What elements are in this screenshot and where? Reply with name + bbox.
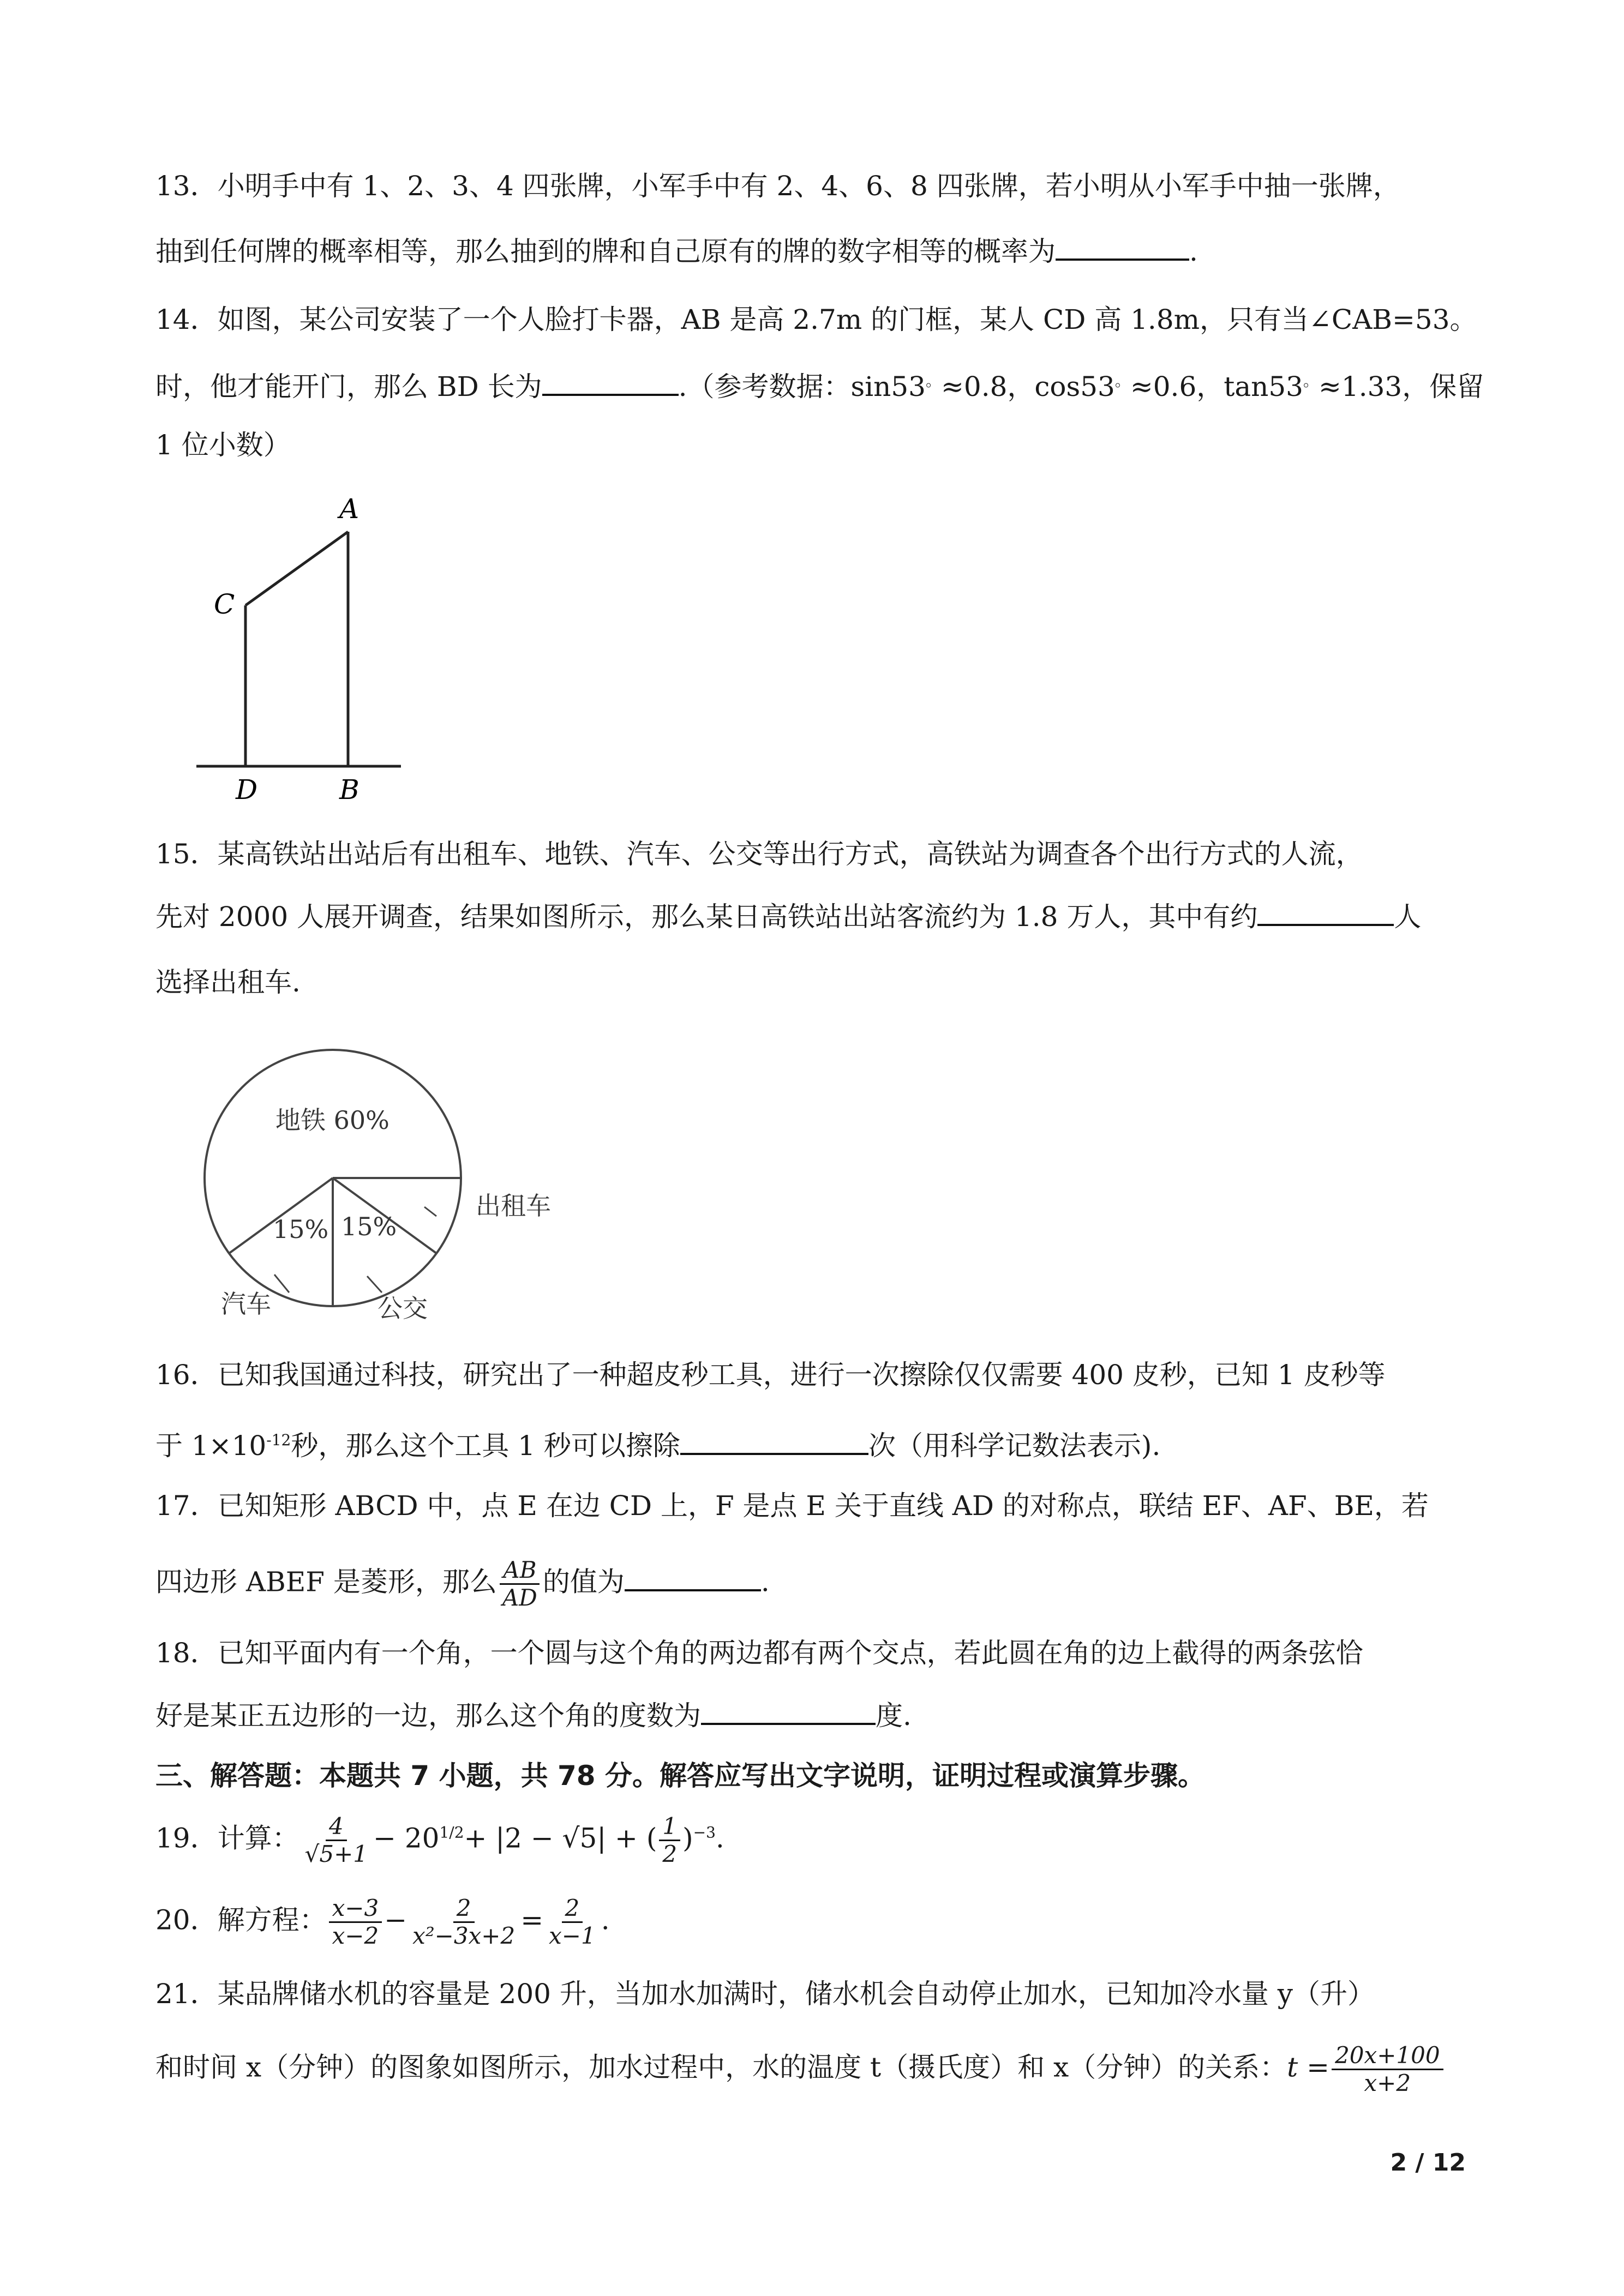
q13-line2 — [155, 235, 1476, 268]
q16-text-b: 秒，那么这个工具 1 秒可以擦除 — [291, 1430, 680, 1462]
q19-exponent-half: 1/2 — [439, 1823, 464, 1842]
page-number: 2 / 12 — [1390, 2149, 1466, 2177]
q18-text-a: 好是某正五边形的一边，那么这个角的度数为 — [155, 1700, 701, 1732]
q16-line1: 16．已知我国通过科技，研究出了一种超皮秒工具，进行一次擦除仅仅需要 400 皮秒，已知 1 皮秒等 — [155, 1359, 1386, 1391]
segment-ca — [245, 532, 348, 605]
q14-line1: 14．如图，某公司安装了一个人脸打卡器，AB 是高 2.7m 的门框，某人 CD 高 1.8m，只有当∠CAB=53。 — [155, 304, 1477, 335]
slice-label-metro: 地铁 60% — [275, 1105, 389, 1135]
q17-text-a: 四边形 ABEF 是菱形，那么 — [155, 1566, 497, 1598]
q17-line1: 17．已知矩形 ABCD 中，点 E 在边 CD 上，F 是点 E 关于直线 AD 的对称点，联结 EF、AF、BE，若 — [155, 1490, 1429, 1522]
fraction-numerator: 2 — [562, 1895, 583, 1923]
answer-blank — [1056, 235, 1189, 261]
answer-blank — [625, 1565, 761, 1591]
taxi-leader — [424, 1207, 436, 1216]
degree-mark: 。 — [1114, 372, 1130, 390]
label-c: C — [214, 588, 235, 620]
fraction-numerator: AB — [500, 1557, 540, 1585]
answer-blank — [542, 370, 679, 396]
q20-fraction-1 — [329, 1895, 382, 1949]
q14-line2 — [155, 364, 1484, 404]
q16-text-a: 于 1×10 — [155, 1430, 267, 1462]
q17-line2 — [155, 1557, 1476, 1611]
ab-over-ad-fraction — [499, 1557, 541, 1611]
q21-line1: 21．某品牌储水机的容量是 200 升，当加水加满时，储水机会自动停止加水，已知加冷水量 y（升） — [155, 1978, 1375, 2010]
q19-line — [155, 1813, 1476, 1867]
fraction-numerator: 20x+100 — [1332, 2042, 1443, 2070]
fraction-numerator: 4 — [326, 1813, 347, 1841]
fraction-denominator: AD — [502, 1584, 537, 1611]
q17-text-b: 的值为 — [542, 1566, 625, 1598]
q18-text-b: 度. — [876, 1700, 912, 1732]
bus-leader — [274, 1275, 289, 1293]
q13-text: 抽到任何牌的概率相等，那么抽到的牌和自己原有的牌的数字相等的概率为 — [155, 236, 1056, 267]
section-heading: 三、解答题：本题共 7 小题，共 78 分。解答应写出文字说明，证明过程或演算步骤。 — [155, 1760, 1205, 1792]
q20-fraction-3 — [546, 1895, 599, 1949]
q17-end: . — [760, 1566, 770, 1598]
q15-line3: 选择出租车. — [155, 966, 301, 998]
q14-line3: 1 位小数） — [155, 429, 291, 461]
q21-text-a: 和时间 x（分钟）的图象如图所示，加水过程中，水的温度 t（摄氏度）和 x（分钟）的关系： — [155, 2051, 1287, 2083]
q19-fraction-2 — [659, 1813, 680, 1867]
transport-pie-chart — [202, 1033, 595, 1328]
q21-fraction — [1332, 2042, 1443, 2096]
q20-line — [155, 1895, 1476, 1949]
fraction-denominator: x+2 — [1364, 2070, 1411, 2096]
q19-prefix: 19．计算： — [155, 1822, 299, 1854]
q15-line2 — [155, 900, 1476, 934]
slice-label-transit: 15% — [341, 1212, 397, 1241]
q19-end: . — [715, 1822, 724, 1854]
q14-text-a: 时，他才能开门，那么 BD 长为 — [155, 371, 542, 402]
q20-prefix: 20．解方程： — [155, 1904, 327, 1936]
label-a: A — [339, 493, 359, 525]
q14-text-d: ≈0.6，tan53 — [1130, 371, 1303, 402]
fraction-denominator: x²−3x+2 — [412, 1922, 516, 1949]
fraction-numerator: 1 — [659, 1813, 680, 1841]
q14-text-b: .（参考数据：sin53 — [678, 371, 926, 402]
q16-line2 — [155, 1423, 1476, 1463]
fraction-numerator: x−3 — [329, 1895, 382, 1923]
q18-line2 — [155, 1699, 1476, 1733]
q15-line1: 15．某高铁站出站后有出租车、地铁、汽车、公交等出行方式，高铁站为调查各个出行方式的人流， — [155, 838, 1363, 870]
q19-fraction-1 — [302, 1813, 371, 1867]
degree-mark: 。 — [926, 372, 942, 390]
q14-text-e: ≈1.33，保留 — [1319, 371, 1484, 402]
q16-text-c: 次（用科学记数法表示). — [868, 1430, 1161, 1462]
q16-exponent: -12 — [266, 1431, 291, 1449]
slice-label-bus: 15% — [273, 1215, 329, 1244]
q13-line1: 13．小明手中有 1、2、3、4 四张牌，小军手中有 2、4、6、8 四张牌，若小明从小军手中抽一张牌， — [155, 170, 1400, 202]
callout-transit: 公交 — [377, 1294, 428, 1323]
fraction-denominator: x−1 — [549, 1922, 596, 1949]
q14-text-c: ≈0.8，cos53 — [941, 371, 1115, 402]
q21-t-equals: t = — [1287, 2051, 1330, 2083]
answer-blank — [680, 1429, 868, 1455]
q20-equals: = — [520, 1904, 544, 1936]
door-frame-diagram — [191, 491, 409, 802]
q21-line2 — [155, 2042, 1476, 2096]
q19-term2: − 20 — [373, 1822, 440, 1854]
transit-leader — [367, 1276, 382, 1293]
callout-taxi: 出租车 — [476, 1191, 551, 1221]
fraction-denominator: √5+1 — [304, 1841, 368, 1867]
q19-term3: + |2 − √5| + ( — [464, 1822, 657, 1854]
q19-term4: ) — [682, 1822, 693, 1854]
degree-mark: 。 — [1303, 372, 1319, 390]
fraction-denominator: 2 — [662, 1841, 678, 1867]
q20-end: . — [601, 1904, 610, 1936]
q13-end: . — [1189, 236, 1198, 267]
fraction-numerator: 2 — [453, 1895, 475, 1923]
q18-line1: 18．已知平面内有一个角，一个圆与这个角的两边都有两个交点，若此圆在角的边上截得的两条弦恰 — [155, 1637, 1363, 1669]
q15-text-b: 人 — [1394, 901, 1422, 933]
q19-exponent-neg3: −3 — [693, 1823, 716, 1842]
fraction-denominator: x−2 — [332, 1922, 379, 1949]
q15-text-a: 先对 2000 人展开调查，结果如图所示，那么某日高铁站出站客流约为 1.8 万人，其中有约 — [155, 901, 1258, 933]
answer-blank — [701, 1699, 876, 1725]
label-d: D — [236, 774, 258, 802]
answer-blank — [1257, 900, 1394, 926]
label-b: B — [339, 774, 359, 802]
q20-fraction-2 — [409, 1895, 518, 1949]
q20-minus: − — [384, 1904, 408, 1936]
callout-bus: 汽车 — [221, 1289, 271, 1319]
